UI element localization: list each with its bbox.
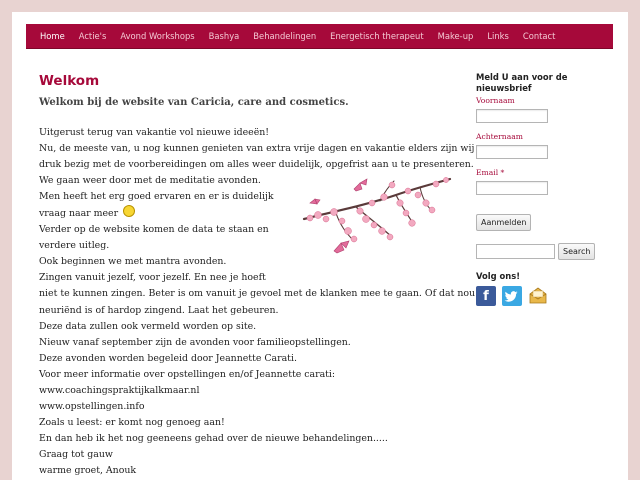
article-line: warme groet, Anouk (39, 464, 137, 476)
article-line: neuriënd is of hardop zingend. Laat het gebeuren. (39, 304, 279, 316)
article-line: Zingen vanuit jezelf, voor jezelf. En nee je hoeft (39, 272, 266, 284)
nav-item-behandelingen[interactable]: Behandelingen (253, 31, 317, 41)
article-line: Graag tot gauw (39, 448, 113, 460)
search-button[interactable]: Search (558, 243, 595, 260)
article-link-opstellingen[interactable]: www.opstellingen.info (39, 400, 145, 412)
article-line: En dan heb ik het nog geeneens gehad over de nieuwe behandelingen..... (39, 432, 388, 444)
article-line: Verder op de website komen de data te staan en (39, 224, 269, 236)
email-icon[interactable] (528, 286, 548, 306)
page-title: Welkom (39, 73, 100, 89)
lastname-label: Achternaam (476, 132, 523, 141)
facebook-icon[interactable]: f (476, 286, 496, 306)
email-input[interactable] (476, 181, 548, 195)
article-line: Voor meer informatie over opstellingen en/of Jeannette carati: (39, 368, 336, 380)
smiley-icon (123, 205, 135, 217)
article-line: Deze avonden worden begeleid door Jeannette Carati. (39, 352, 297, 364)
article-line: Nieuw vanaf september zijn de avonden voor familieopstellingen. (39, 336, 351, 348)
nav-item-avond-workshops[interactable]: Avond Workshops (120, 31, 195, 41)
social-links (476, 286, 554, 306)
lastname-input[interactable] (476, 145, 548, 159)
article-link-coaching[interactable]: www.coachingspraktijkalkmaar.nl (39, 384, 200, 396)
page (12, 12, 628, 480)
nav-item-contact[interactable]: Contact (522, 31, 556, 41)
nav-item-links[interactable]: Links (487, 31, 509, 41)
nav-item-home[interactable]: Home (40, 31, 65, 41)
article-line: verdere uitleg. (39, 240, 110, 252)
article-line: We gaan weer door met de meditatie avonden. (39, 175, 261, 187)
follow-title: Volg ons! (476, 271, 521, 281)
firstname-input[interactable] (476, 109, 548, 123)
article-line: Deze data zullen ook vermeld worden op site. (39, 320, 257, 332)
nav-item-make-up[interactable]: Make-up (437, 31, 474, 41)
article-line: Nu, de meeste van, u nog kunnen genieten van extra vrije dagen en vakantie elders zijn wij (39, 143, 475, 155)
main-content (39, 72, 476, 479)
main-navigation (26, 24, 613, 49)
search-input[interactable] (476, 244, 555, 259)
email-label: Email * (476, 168, 505, 177)
article-line: Ook beginnen we met mantra avonden. (39, 256, 227, 268)
nav-item-bashya[interactable]: Bashya (208, 31, 240, 41)
search-form (476, 243, 595, 260)
article-line: vraag naar meer (39, 208, 119, 220)
article-line: druk bezig met de voorbereidingen om alles weer duidelijk, opgefrist aan u te presenteren. (39, 159, 474, 171)
article-line: Uitgerust terug van vakantie vol nieuwe ideeën! (39, 127, 270, 138)
nav-item-acties[interactable]: Actie's (78, 31, 107, 41)
twitter-icon[interactable] (502, 286, 522, 306)
article-line: Men heeft het erg goed ervaren en er is duidelijk (39, 191, 274, 203)
subscribe-button[interactable]: Aanmelden (476, 214, 531, 231)
nav-item-energetisch-therapeut[interactable]: Energetisch therapeut (330, 31, 424, 41)
page-subtitle: Welkom bij de website van Caricia, care and cosmetics. (39, 97, 349, 108)
sidebar (476, 72, 606, 304)
firstname-label: Voornaam (476, 96, 515, 105)
article-line: niet te kunnen zingen. Beter is om vanuit je gevoel met de klanken mee te gaan. Of dat nou (39, 288, 476, 300)
cherry-blossom-illustration (296, 175, 452, 259)
newsletter-title: Meld U aan voor de nieuwsbrief (476, 72, 568, 93)
article-line: Zoals u leest: er komt nog genoeg aan! (39, 416, 225, 428)
